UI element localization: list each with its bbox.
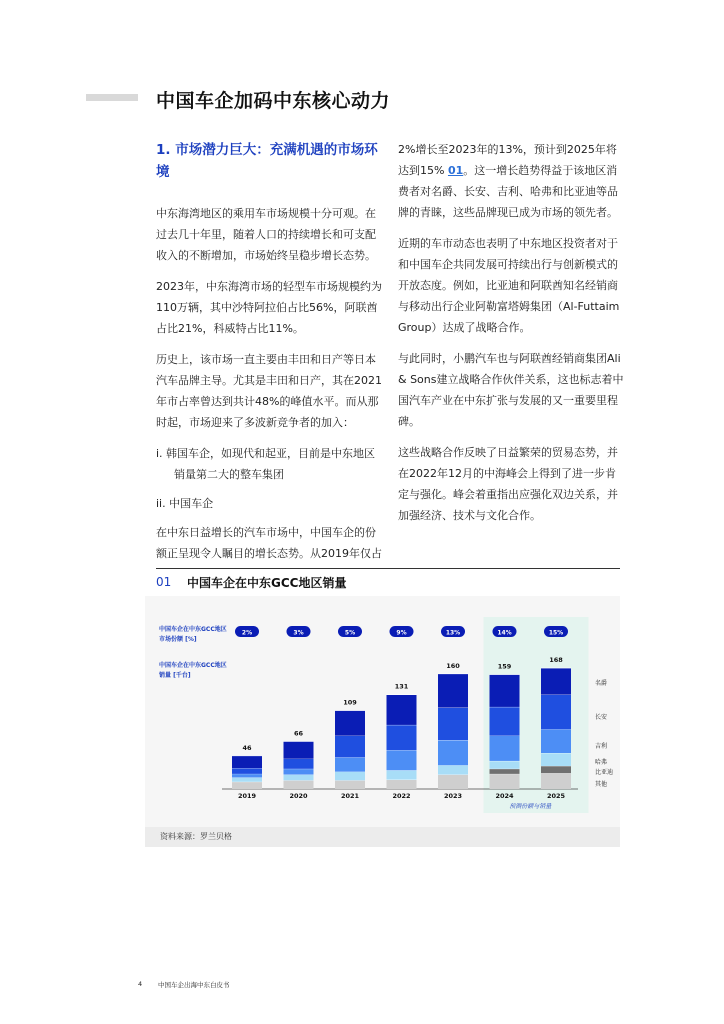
list-item: ii. 中国车企 bbox=[156, 497, 214, 510]
bar-segment-haval bbox=[387, 770, 417, 779]
bar-segment-mg bbox=[387, 695, 417, 725]
share-value: 15% bbox=[548, 629, 564, 637]
footer-title: 中国车企出海中东白皮书 bbox=[158, 981, 230, 989]
paragraph: 在中东日益增长的汽车市场中，中国车企的份额正呈现令人瞩目的增长态势。从2019年仅占 bbox=[156, 526, 382, 560]
bar-segment-haval bbox=[335, 772, 365, 781]
bar-segment-other bbox=[438, 775, 468, 789]
x-tick-label: 2022 bbox=[392, 792, 411, 800]
paragraph: 这些战略合作反映了日益繁荣的贸易态势，并在2022年12月的中海峰会上得到了进一步肯定与强化。峰会着重指出应强化双边关系，并加强经济、技术与文化合作。 bbox=[398, 446, 618, 522]
bar-segment-mg bbox=[284, 741, 314, 758]
share-value: 13% bbox=[445, 629, 461, 637]
bar-segment-geely bbox=[541, 729, 571, 753]
bar-segment-changan bbox=[490, 707, 520, 736]
bar-segment-geely bbox=[387, 750, 417, 770]
bar-segment-other bbox=[335, 780, 365, 789]
bar-segment-mg bbox=[438, 674, 468, 708]
share-value: 2% bbox=[241, 629, 253, 637]
bar-segment-changan bbox=[387, 725, 417, 750]
bar-segment-mg bbox=[232, 756, 262, 768]
total-label: 109 bbox=[343, 698, 357, 707]
bar-segment-other bbox=[232, 782, 262, 789]
legend-label: 哈弗 bbox=[595, 759, 608, 766]
list-item: i. 韩国车企，如现代和起亚，目前是中东地区销量第二大的整车集团 bbox=[156, 447, 376, 481]
bar-segment-byd bbox=[541, 766, 571, 773]
figure-source: 资料来源：罗兰贝格 bbox=[160, 832, 232, 841]
paragraph: 中东海湾地区的乘用车市场规模十分可观。在过去几十年里，随着人口的持续增长和可支配收入的不断增加，市场始终呈稳步增长态势。 bbox=[156, 207, 376, 262]
paragraph: 历史上，该市场一直主要由丰田和日产等日本汽车品牌主导。尤其是丰田和日产，其在2021年市占率曾达到共计48%的峰值水平。而从那时起，市场迎来了多波新竞争者的加入： bbox=[156, 353, 382, 429]
bar-segment-mg bbox=[335, 711, 365, 736]
total-label: 160 bbox=[446, 661, 460, 670]
page-title: 中国车企加码中东核心动力 bbox=[156, 90, 391, 112]
figure-reference-link[interactable]: 01 bbox=[447, 164, 464, 177]
bar-segment-haval bbox=[232, 777, 262, 781]
x-tick-label: 2021 bbox=[340, 792, 360, 800]
bar-segment-geely bbox=[284, 769, 314, 775]
share-axis-label: 市场份额 [%] bbox=[159, 636, 197, 643]
volume-axis-label: 中国车企在中东GCC地区 bbox=[159, 662, 227, 669]
share-value: 9% bbox=[396, 629, 407, 637]
bar-segment-haval bbox=[541, 753, 571, 766]
bar-segment-geely bbox=[490, 736, 520, 761]
bar-segment-geely bbox=[438, 740, 468, 765]
share-value: 5% bbox=[344, 629, 356, 637]
figure-title: 中国车企在中东GCC地区销量 bbox=[187, 576, 347, 590]
bar-segment-changan bbox=[438, 708, 468, 740]
x-tick-label: 2020 bbox=[289, 792, 308, 800]
bar-segment-changan bbox=[541, 695, 571, 730]
bar-segment-other bbox=[284, 780, 314, 789]
x-tick-label: 2024 bbox=[495, 792, 514, 800]
share-value: 3% bbox=[293, 629, 304, 637]
forecast-label: 预测份额与销量 bbox=[509, 803, 552, 810]
section-heading: 1. 市场潜力巨大：充满机遇的市场环境 bbox=[156, 142, 378, 180]
total-label: 159 bbox=[497, 662, 512, 671]
bar-segment-haval bbox=[490, 761, 520, 769]
paragraph: 2023年，中东海湾市场的轻型车市场规模约为110万辆，其中沙特阿拉伯占比56%，阿联酋占比21%，科威特占比11%。 bbox=[156, 280, 382, 335]
paragraph: 与此同时，小鹏汽车也与阿联酋经销商集团Ali & Sons建立战略合作伙伴关系，这也标志着中国汽车产业在中东扩张与发展的又一重要里程碑。 bbox=[398, 352, 624, 428]
legend-label: 名爵 bbox=[595, 680, 608, 687]
bar-segment-geely bbox=[232, 774, 262, 778]
bar-segment-other bbox=[541, 773, 571, 789]
page-number: 4 bbox=[138, 980, 143, 988]
volume-axis-label: 销量 [千台] bbox=[159, 672, 191, 679]
total-label: 66 bbox=[293, 729, 304, 738]
x-tick-label: 2023 bbox=[443, 792, 463, 800]
total-label: 168 bbox=[549, 656, 563, 665]
bar-segment-byd bbox=[490, 769, 520, 774]
paragraph-text: 2%增长至2023年的13%，预计到2025年将达到15% bbox=[398, 143, 617, 177]
x-tick-label: 2019 bbox=[237, 792, 257, 800]
legend-label: 其他 bbox=[595, 781, 608, 788]
total-label: 46 bbox=[242, 743, 252, 752]
bar-segment-haval bbox=[438, 765, 468, 774]
paragraph-text: 。这一增长趋势得益于该地区消费者对名爵、长安、吉利、哈弗和比亚迪等品牌的青睐，这些品牌现已成为市场的领先者。 bbox=[398, 164, 618, 219]
share-value: 14% bbox=[497, 629, 512, 637]
legend-label: 吉利 bbox=[595, 743, 608, 750]
bar-segment-haval bbox=[284, 775, 314, 781]
bar-segment-other bbox=[490, 774, 520, 789]
bar-segment-mg bbox=[541, 668, 571, 695]
bar-segment-changan bbox=[284, 759, 314, 769]
bar-segment-mg bbox=[490, 675, 520, 707]
total-label: 131 bbox=[394, 682, 409, 691]
bar-segment-changan bbox=[335, 736, 365, 758]
legend-label: 比亚迪 bbox=[595, 769, 614, 776]
bar-segment-changan bbox=[232, 768, 262, 774]
paragraph: 近期的车市动态也表明了中东地区投资者对于和中国车企共同发展可持续出行与创新模式的开放态度。例如，比亚迪和阿联酋知名经销商与移动出行企业阿勒富塔姆集团（Al-Futtaim Group）达成了战略合作。 bbox=[398, 237, 620, 334]
legend-label: 长安 bbox=[595, 714, 608, 721]
share-axis-label: 中国车企在中东GCC地区 bbox=[159, 626, 227, 633]
x-tick-label: 2025 bbox=[546, 792, 566, 800]
bar-segment-geely bbox=[335, 757, 365, 771]
bar-segment-other bbox=[387, 780, 417, 789]
figure-number: 01 bbox=[156, 575, 172, 589]
